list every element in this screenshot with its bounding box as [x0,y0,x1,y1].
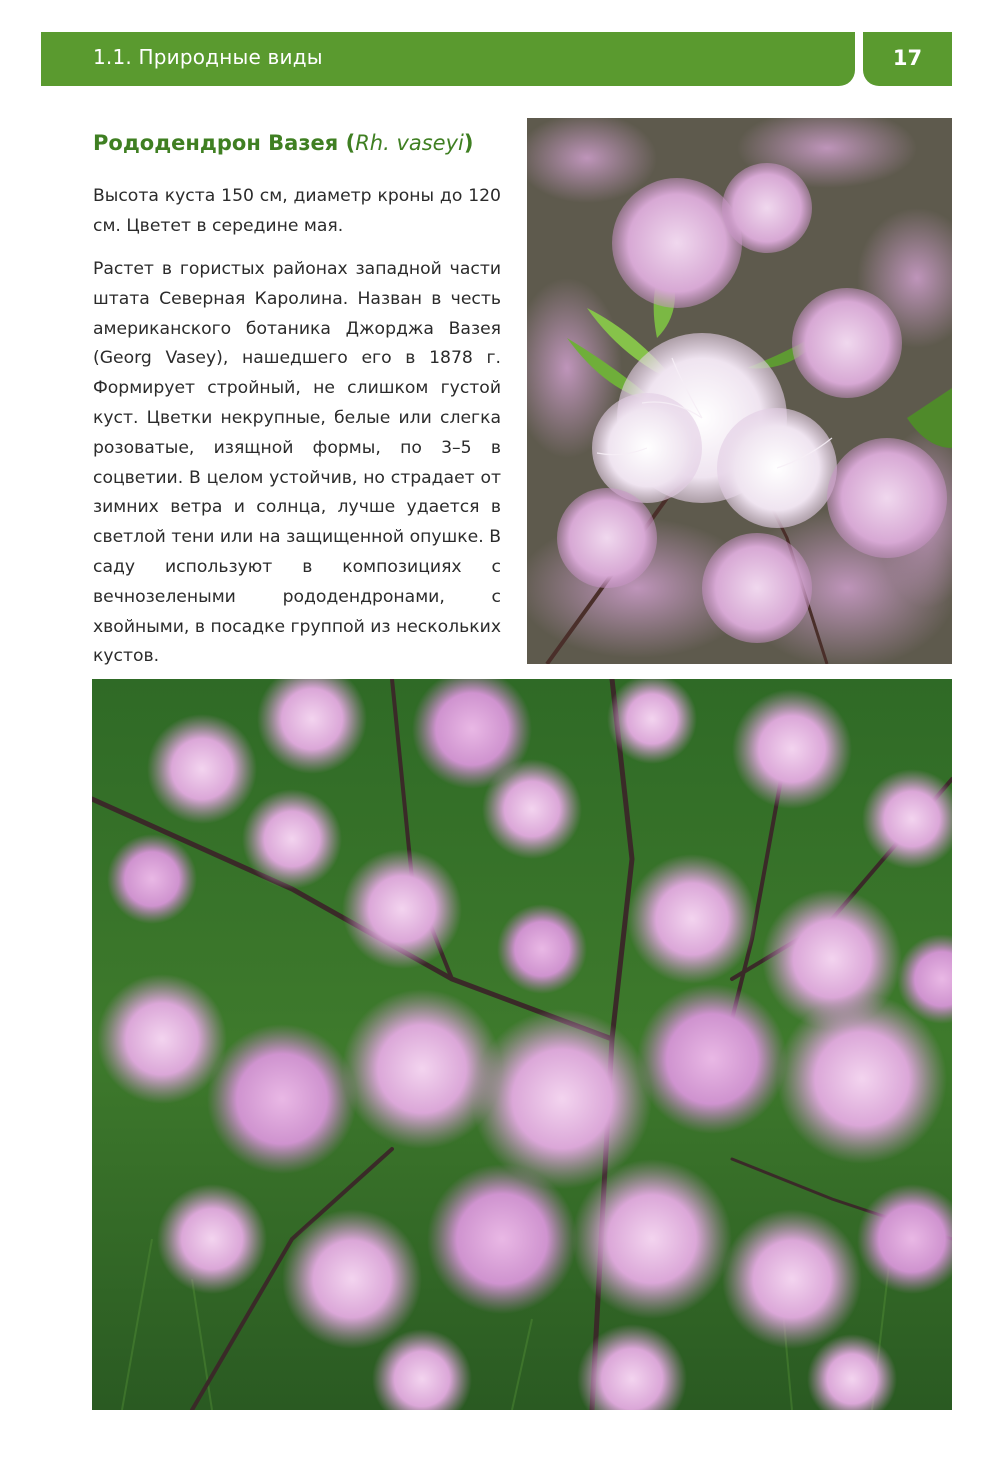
section-header [41,32,855,86]
flowering-shrub-image [92,679,952,1410]
paragraph-dimensions: Высота куста 150 см, диаметр кроны до 120 см. Цветет в середине мая. [93,186,501,236]
latin-open-paren: ( [345,131,356,155]
flower-closeup-photo [527,118,952,664]
species-latin-name: Rh. vaseyi [355,131,464,155]
species-title [93,131,513,155]
species-common-name: Рододендрон Вазея [93,131,346,155]
paragraph-description: Растет в гористых районах западной части штата Северная Каролина. Назван в честь американского ботаника Джорджа Вазея (Georg Vasey), нашедшего его в 1878 г. Формирует стройный, не слишком густой куст. Цветки некрупные, белые или слегка розоватые, изящной формы, по 3–5 в соцветии. В целом устойчив, но страдает от зимних ветра и солнца, лучше удается в светлой тени или на защищенной опушке. В саду используют в композициях с вечнозелеными рододендронами, с хвойными, в посадке группой из нескольких кустов. [93,259,501,667]
page-number-tab [863,32,952,86]
flowering-shrub-photo [92,679,952,1410]
section-title: 1.1. Природные виды [93,45,323,69]
page-number: 17 [892,46,923,70]
book-page [41,32,952,1410]
flower-closeup-image [527,118,952,664]
latin-close-paren: ) [463,131,474,155]
